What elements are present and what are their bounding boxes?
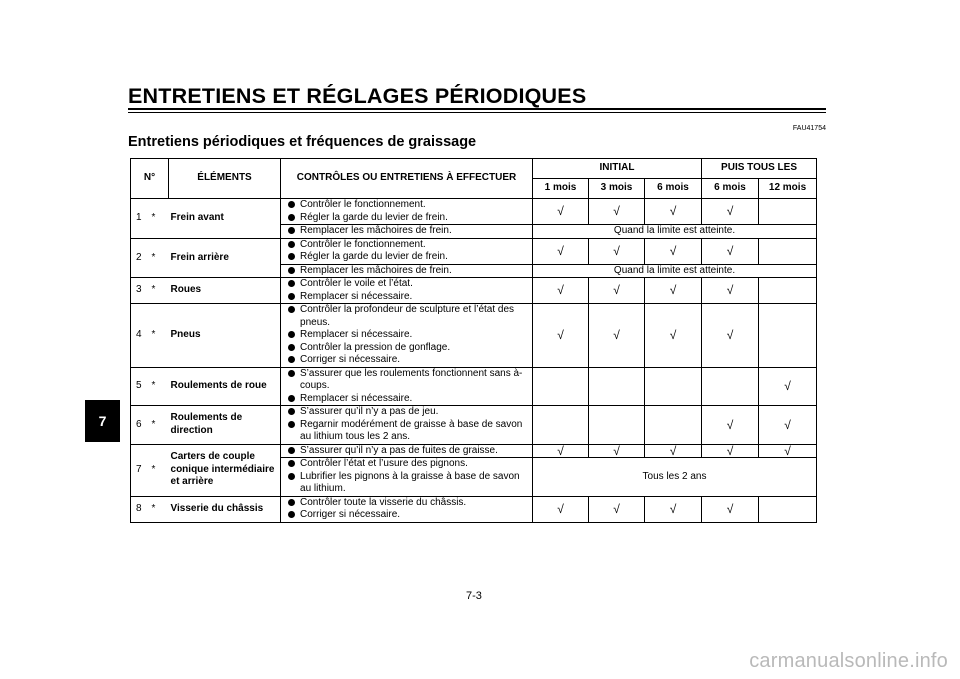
interval-cell [702, 406, 759, 445]
check-item [285, 445, 529, 458]
interval-cell [533, 199, 589, 225]
bullet-icon [288, 499, 295, 506]
check-text: Regarnir modérément de graisse à base de savon au lithium tous les 2 ans. [300, 418, 523, 442]
row-item: Visserie du châssis [169, 496, 281, 522]
check-text: Remplacer si nécessaire. [300, 392, 413, 404]
header-checks: CONTRÔLES OU ENTRETIENS À EFFECTUER [281, 159, 533, 199]
check-mark-icon: √ [669, 328, 677, 342]
check-text: Remplacer si nécessaire. [300, 329, 413, 340]
bullet-icon [288, 267, 295, 274]
row-star: * [149, 406, 169, 445]
bullet-icon [288, 331, 295, 338]
row-number: 8 [131, 496, 149, 522]
interval-cell [589, 367, 645, 406]
check-mark-icon: √ [613, 328, 620, 342]
interval-cell [645, 238, 702, 264]
interval-cell [645, 304, 702, 368]
check-text: S’assurer qu’il n’y a pas de jeu. [300, 406, 439, 417]
maintenance-table [130, 158, 817, 523]
row-number: 3 [131, 278, 149, 304]
bullet-icon [288, 306, 295, 313]
row-star: * [149, 367, 169, 406]
check-item [285, 419, 529, 444]
check-text: Régler la garde du levier de frein. [300, 251, 448, 262]
check-item [285, 291, 529, 304]
bullet-icon [288, 395, 295, 402]
interval-cell [702, 199, 759, 225]
header-initial: INITIAL [533, 159, 702, 179]
check-mark-icon: √ [726, 328, 734, 342]
check-mark-icon: √ [557, 443, 564, 458]
check-text: Remplacer si nécessaire. [300, 290, 413, 302]
check-mark-icon: √ [726, 443, 734, 458]
row-number: 7 [131, 444, 149, 496]
row-checks [281, 199, 533, 225]
table-row [131, 304, 817, 368]
check-item [285, 458, 529, 471]
row-item: Carters de couple conique intermédiaire et arrière [169, 444, 281, 496]
check-item [285, 471, 529, 496]
interval-cell [645, 367, 702, 406]
check-item [285, 212, 529, 225]
interval-cell [589, 444, 645, 458]
check-item [285, 406, 529, 419]
page-header: ENTRETIENS ET RÉGLAGES PÉRIODIQUES [128, 84, 587, 108]
check-item [285, 239, 529, 252]
check-text: Contrôler l’état et l’usure des pignons. [300, 458, 468, 469]
check-item [285, 225, 529, 238]
interval-cell [533, 444, 589, 458]
check-item [285, 354, 529, 367]
interval-cell [702, 496, 759, 522]
row-checks [281, 225, 533, 239]
check-mark-icon: √ [669, 283, 677, 298]
check-text: Contrôler le fonctionnement. [300, 199, 426, 210]
interval-cell [533, 304, 589, 368]
interval-cell [759, 199, 817, 225]
check-item [285, 199, 529, 212]
check-item [285, 304, 529, 329]
check-mark-icon: √ [613, 283, 620, 298]
row-checks [281, 406, 533, 445]
row-number: 4 [131, 304, 149, 368]
table-row [131, 278, 817, 304]
check-mark-icon: √ [557, 501, 564, 516]
check-mark-icon: √ [669, 204, 677, 219]
section-title: Entretiens périodiques et fréquences de graissage [128, 134, 477, 150]
header-rule-thin [128, 112, 826, 113]
check-item [285, 329, 529, 342]
row-star: * [149, 496, 169, 522]
check-text: Contrôler le fonctionnement. [300, 238, 426, 250]
bullet-icon [288, 460, 295, 467]
check-mark-icon: √ [613, 443, 620, 458]
check-text: Corriger si nécessaire. [300, 509, 401, 520]
check-text: Contrôler toute la visserie du châssis. [300, 496, 467, 508]
bullet-icon [288, 356, 295, 363]
interval-cell [533, 238, 589, 264]
check-item [285, 265, 529, 278]
check-text: S’assurer qu’il n’y a pas de fuites de graisse. [300, 444, 498, 456]
interval-cell [702, 444, 759, 458]
row-checks [281, 458, 533, 497]
check-mark-icon: √ [669, 501, 677, 516]
header-period: 6 mois [645, 179, 702, 199]
bullet-icon [288, 421, 295, 428]
check-mark-icon: √ [784, 443, 791, 458]
row-item: Frein avant [169, 199, 281, 239]
bullet-icon [288, 293, 295, 300]
row-checks [281, 264, 533, 278]
header-period: 12 mois [759, 179, 817, 199]
bullet-icon [288, 201, 295, 208]
interval-cell [759, 278, 817, 304]
header-period: 1 mois [533, 179, 589, 199]
check-text: Contrôler le voile et l’état. [300, 278, 413, 289]
bullet-icon [288, 253, 295, 260]
check-mark-icon: √ [784, 417, 791, 432]
interval-cell [589, 238, 645, 264]
row-item: Roues [169, 278, 281, 304]
check-mark-icon: √ [726, 501, 734, 516]
check-mark-icon: √ [784, 379, 791, 393]
row-number: 2 [131, 238, 149, 278]
bullet-icon [288, 344, 295, 351]
row-item: Frein arrière [169, 238, 281, 278]
header-period: 3 mois [589, 179, 645, 199]
interval-cell [533, 406, 589, 445]
interval-cell [645, 199, 702, 225]
interval-cell [759, 496, 817, 522]
check-item [285, 368, 529, 393]
chapter-tab: 7 [85, 400, 120, 442]
bullet-icon [288, 511, 295, 518]
table-row [131, 444, 817, 458]
table-row [131, 199, 817, 225]
interval-cell [589, 496, 645, 522]
interval-cell [645, 444, 702, 458]
check-item [285, 497, 529, 510]
check-text: Lubrifier les pignons à la graisse à base de savon au lithium. [300, 470, 520, 494]
bullet-icon [288, 408, 295, 415]
interval-cell [589, 199, 645, 225]
row-star: * [149, 278, 169, 304]
check-item [285, 278, 529, 291]
header-item: ÉLÉMENTS [169, 159, 281, 199]
check-mark-icon: √ [613, 204, 620, 219]
table-row [131, 496, 817, 522]
interval-cell [589, 406, 645, 445]
interval-cell [759, 304, 817, 368]
page-number: 7-3 [466, 590, 482, 602]
interval-cell [759, 238, 817, 264]
check-mark-icon: √ [557, 328, 564, 342]
bullet-icon [288, 473, 295, 480]
row-checks [281, 304, 533, 368]
check-mark-icon: √ [726, 283, 734, 298]
row-number: 1 [131, 199, 149, 239]
row-star: * [149, 238, 169, 278]
check-item [285, 393, 529, 406]
bullet-icon [288, 280, 295, 287]
header-every: PUIS TOUS LES [702, 159, 817, 179]
row-checks [281, 444, 533, 458]
row-checks [281, 238, 533, 264]
interval-cell [645, 278, 702, 304]
bullet-icon [288, 227, 295, 234]
check-text: Régler la garde du levier de frein. [300, 211, 448, 223]
interval-note: Tous les 2 ans [533, 458, 817, 497]
interval-cell [759, 406, 817, 445]
check-mark-icon: √ [669, 443, 677, 458]
interval-cell [702, 367, 759, 406]
interval-cell [589, 304, 645, 368]
interval-note: Quand la limite est atteinte. [533, 264, 817, 278]
check-text: Corriger si nécessaire. [300, 354, 401, 365]
row-item: Roulements de direction [169, 406, 281, 445]
check-item [285, 509, 529, 522]
table-row [131, 406, 817, 445]
check-mark-icon: √ [726, 204, 734, 219]
check-text: Remplacer les mâchoires de frein. [300, 264, 452, 276]
row-star: * [149, 444, 169, 496]
row-checks [281, 278, 533, 304]
check-text: Contrôler la profondeur de sculpture et l’état des pneus. [300, 304, 515, 328]
row-star: * [149, 199, 169, 239]
watermark: carmanualsonline.info [749, 650, 948, 672]
header-period: 6 mois [702, 179, 759, 199]
row-star: * [149, 304, 169, 368]
table-row [131, 367, 817, 406]
row-number: 5 [131, 367, 149, 406]
interval-cell [589, 278, 645, 304]
interval-cell [702, 238, 759, 264]
row-checks [281, 496, 533, 522]
check-mark-icon: √ [726, 243, 734, 258]
row-number: 6 [131, 406, 149, 445]
interval-cell [533, 367, 589, 406]
check-item [285, 342, 529, 355]
check-text: Contrôler la pression de gonflage. [300, 341, 451, 353]
table-row [131, 238, 817, 264]
bullet-icon [288, 241, 295, 248]
interval-cell [645, 406, 702, 445]
bullet-icon [288, 370, 295, 377]
row-checks [281, 367, 533, 406]
check-mark-icon: √ [669, 243, 677, 258]
interval-cell [759, 444, 817, 458]
interval-cell [702, 304, 759, 368]
table-body [131, 199, 817, 523]
interval-note: Quand la limite est atteinte. [533, 225, 817, 239]
row-item: Roulements de roue [169, 367, 281, 406]
bullet-icon [288, 214, 295, 221]
check-text: S’assurer que les roulements fonctionnent sans à-coups. [300, 367, 523, 391]
check-mark-icon: √ [613, 243, 620, 258]
check-item [285, 251, 529, 264]
check-mark-icon: √ [613, 501, 620, 516]
check-mark-icon: √ [557, 243, 564, 258]
header-num: N° [131, 159, 169, 199]
header-rule [128, 108, 826, 110]
check-mark-icon: √ [557, 283, 564, 298]
interval-cell [533, 496, 589, 522]
check-text: Remplacer les mâchoires de frein. [300, 225, 452, 236]
interval-cell [702, 278, 759, 304]
check-mark-icon: √ [557, 204, 564, 219]
interval-cell [759, 367, 817, 406]
interval-cell [645, 496, 702, 522]
reference-code: FAU41754 [792, 125, 826, 132]
interval-cell [533, 278, 589, 304]
check-mark-icon: √ [726, 417, 734, 432]
bullet-icon [288, 447, 295, 454]
row-item: Pneus [169, 304, 281, 368]
